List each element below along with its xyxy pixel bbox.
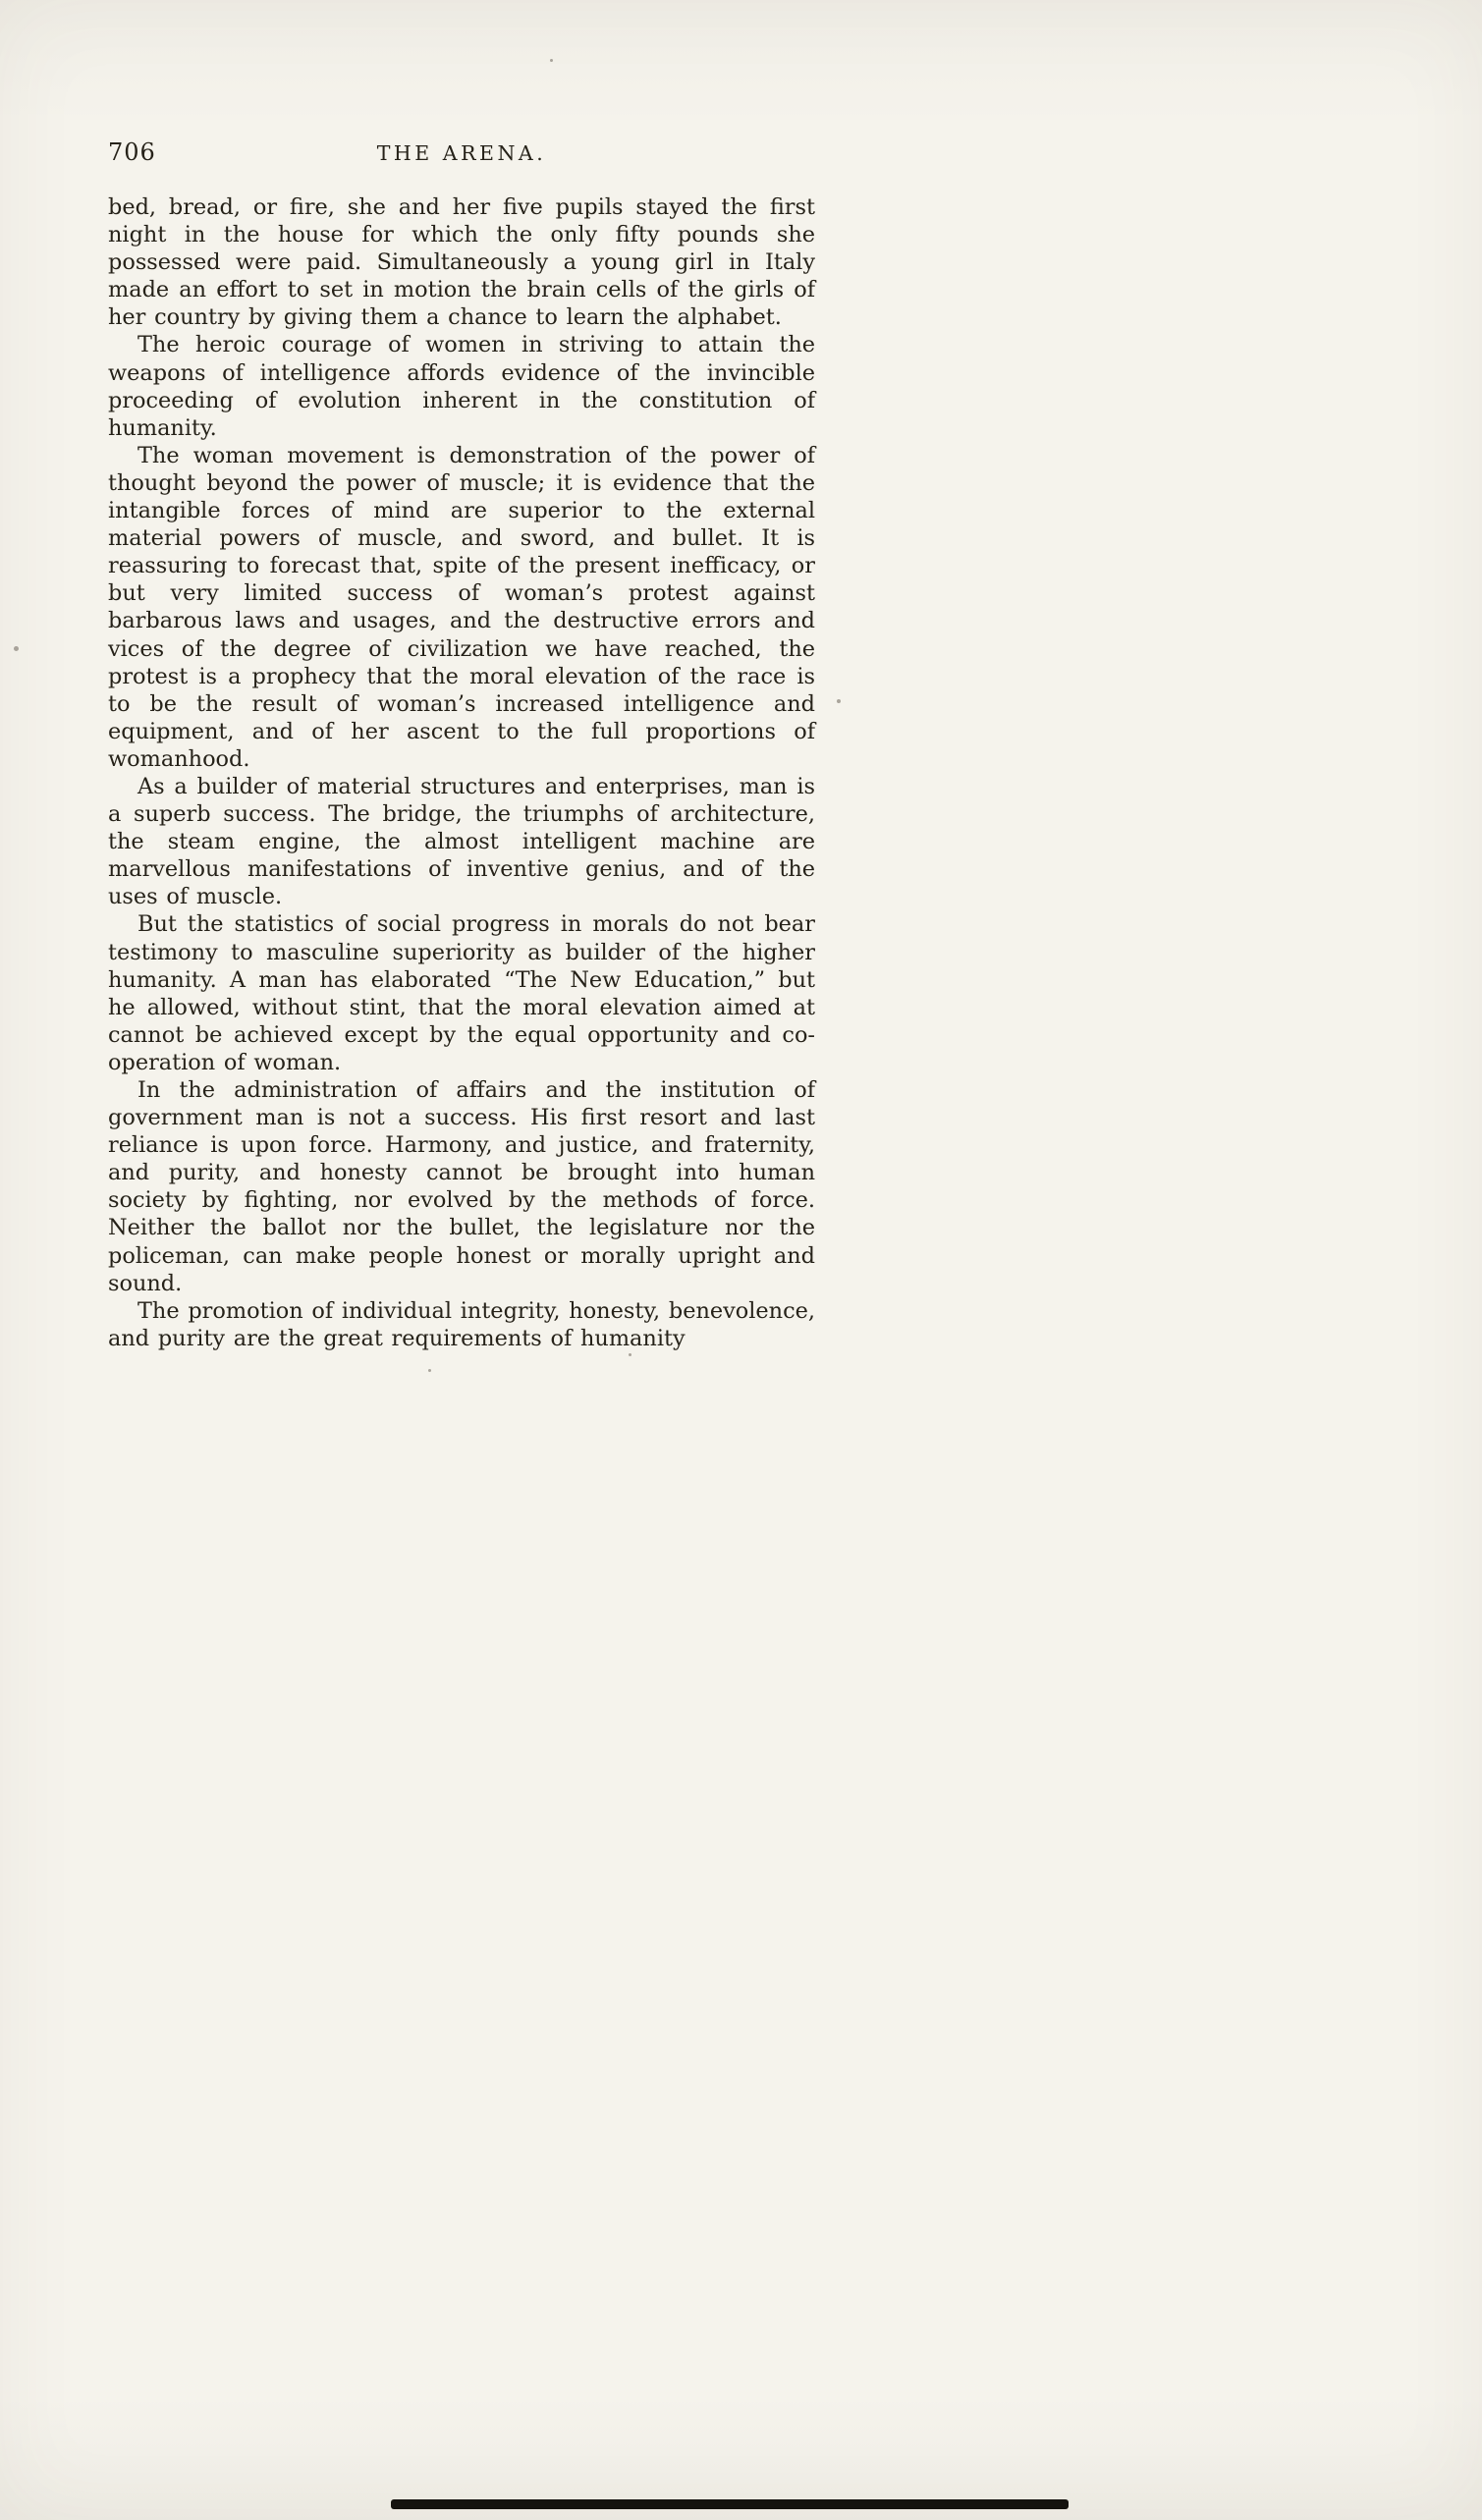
scan-speck <box>550 59 553 62</box>
text-block <box>108 193 815 1352</box>
running-title: THE ARENA. <box>376 141 547 165</box>
page-number: 706 <box>108 138 156 166</box>
scan-artifact-line <box>391 2499 1069 2509</box>
scan-speck <box>14 646 19 651</box>
paragraph-4: As a builder of material structures and enterprises, man is a superb success. The bridge, the triumphs of architecture, the steam engine, the almost intelligent machine are marvellous manifestations of inventive genius, and of the uses of muscle. <box>108 773 815 910</box>
page-content <box>108 138 815 1352</box>
paragraph-7: The promotion of individual integrity, honesty, benevolence, and purity are the great requirements of humanity <box>108 1297 815 1351</box>
paragraph-2: The heroic courage of women in striving to attain the weapons of intelligence affords evidence of the invincible proceeding of evolution inherent in the constitution of humanity. <box>108 332 815 441</box>
paragraph-1: bed, bread, or fire, she and her five pupils stayed the first night in the house for which the only fifty pounds she possessed were paid. Simultaneously a young girl in Italy made an effort to set in motion the brain cells of the girls of her country by giving them a chance to learn the alphabet. <box>108 194 815 331</box>
paragraph-6: In the administration of affairs and the institution of government man is not a success. His first resort and last reliance is upon force. Harmony, and justice, and fraternity, and purity, and honesty cannot be brought into human society by fighting, nor evolved by the methods of force. Neither the ballot nor the bullet, the legislature nor the policeman, can make people honest or morally upright and sound. <box>108 1077 815 1296</box>
scan-speck <box>837 699 841 703</box>
scan-speck <box>629 1353 631 1356</box>
scan-speck <box>428 1369 431 1372</box>
paragraph-5: But the statistics of social progress in morals do not bear testimony to masculine superiority as builder of the higher humanity. A man has elaborated “The New Education,” but he allowed, without stint, that the moral elevation aimed at cannot be achieved except by the equal opportunity and co-operation of woman. <box>108 911 815 1075</box>
running-head <box>108 138 815 172</box>
paragraph-3: The woman movement is demonstration of the power of thought beyond the power of muscle; it is evidence that the intangible forces of mind are superior to the external material powers of muscle, and sword, and bullet. It is reassuring to forecast that, spite of the present inefficacy, or but very limited success of woman’s protest against barbarous laws and usages, and the destructive errors and vices of the degree of civilization we have reached, the protest is a prophecy that the moral elevation of the race is to be the result of woman’s increased intelligence and equipment, and of her ascent to the full proportions of womanhood. <box>108 442 815 772</box>
